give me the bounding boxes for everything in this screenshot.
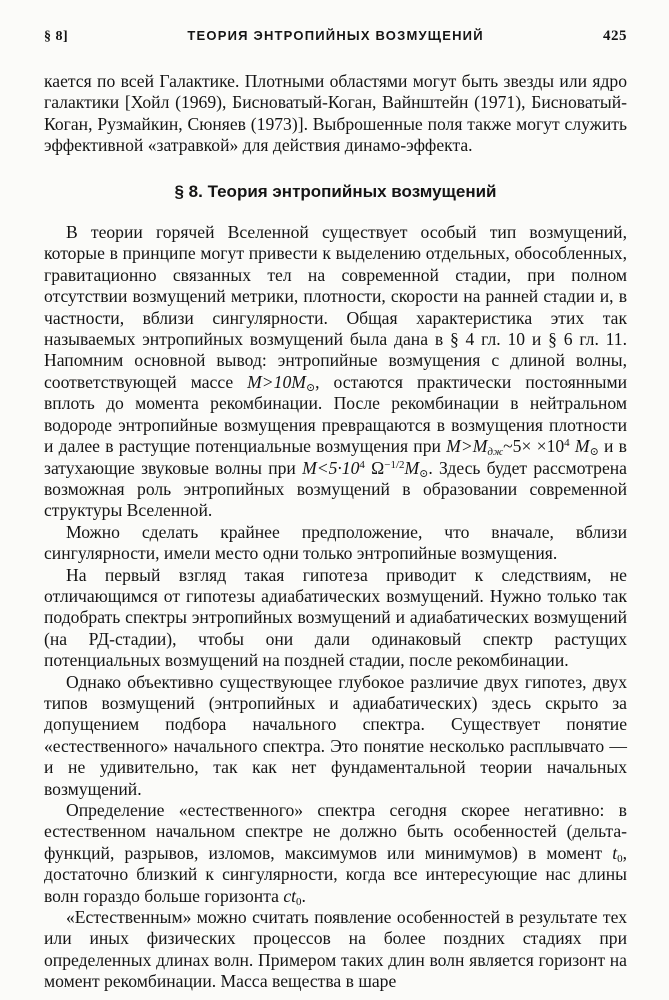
paragraph-difference: Однако объективно существующее глубокое различие двух гипотез, двух типов возмущений (энтропийных и адиабатических) здесь скрыто за допущением подбора начального спектра. Существует понятие «естественного» начального спектра. Это понятие несколько расплывчато — и не удивительно, так как нет фундаментальной теории начальных возмущений. — [44, 671, 627, 799]
formula-mass-1: $M>10M_⊙$ — [247, 371, 316, 394]
paragraph-continued: кается по всей Галактике. Плотными областями могут быть звезды или ядро галактики [Хойл (1969), Бисноватый-Коган, Вайнштейн (1971), Бисноватый-Коган, Рузмайкин, Сюняев (1973)]. Выброшенные поля также могут служить эффективной «затравкой» для действия динамо-эффекта. — [44, 71, 627, 156]
formula-jeans-mass: $M>M_{дж}\sim 5\times \times 10^4$ $M_⊙$ — [446, 436, 599, 459]
page-number: 425 — [602, 28, 627, 44]
paragraph-first-look: На первый взгляд такая гипотеза приводит к следствиям, не отличающимся от гипотезы адиабатических возмущений. Нужно только так подобрать спектры энтропийных возмущений и адиабатических возмущений (на РД-стадии), чтобы они дали одинаковый спектр растущих потенциальных возмущений на поздней стадии, после рекомбинации. — [44, 564, 627, 671]
running-head — [44, 28, 627, 45]
formula-t0: $t_0$ — [612, 842, 623, 865]
paragraph-natural-spectrum: Определение «естественного» спектра сегодня скорее негативно: в естественном начальном спектре не должно быть особенностей (дельта-функций, разрывов, изломов, максимумов или минимумов) в момент $t_0$, достаточно близкий к сингулярности, когда все интересующие нас длины волн гораздо больше горизонта $ct_0$. — [44, 800, 627, 908]
formula-sound-wave-mass: $M<5\cdot 10^4$ $\Omega^{-1/2}M_⊙$ — [302, 457, 429, 480]
paragraph-features: «Естественным» можно считать появление особенностей в результате тех или иных физических процессов на более поздних стадиях при определенных длинах волн. Примером таких длин волн является горизонт на момент рекомбинации. Масса вещества в шаре — [44, 907, 627, 992]
section-ref: § 8] — [44, 29, 69, 44]
section-heading: § 8. Теория энтропийных возмущений — [174, 181, 497, 201]
running-title: ТЕОРИЯ ЭНТРОПИЙНЫХ ВОЗМУЩЕНИЙ — [187, 28, 484, 43]
paragraph-intro: В теории горячей Вселенной существует особый тип возмущений, которые в принципе могут привести к выделению отдельных, обособленных, гравитационно связанных тел на современной стадии, при полном отсутствии возмущений метрики, плотности, скорости на ранней стадии и, в частности, вблизи сингулярности. Общая характеристика этих так называемых энтропийных возмущений была дана в § 4 гл. 10 и § 6 гл. 11. Напомним основной вывод: энтропийные возмущения с длиной волны, соответствующей массе $M>10M_⊙$, остаются практически постоянными вплоть до момента рекомбинации. После рекомбинации в нейтральном водороде энтропийные возмущения превращаются в возмущения плотности и далее в растущие потенциальные возмущения при $M>M_{дж}\sim 5\times \times 10^4$ $M_⊙$ и в затухающие звуковые волны при $M<5\cdot 10^4$ $\Omega^{-1/2}M_⊙$. Здесь будет рассмотрена возможная роль энтропийных возмущений в образовании современной структуры Вселенной. — [44, 222, 628, 521]
formula-ct0: $ct_0$ — [283, 885, 302, 908]
paragraph-assumption: Можно сделать крайнее предположение, что вначале, вблизи сингулярности, имели место одни только энтропийные возмущения. — [44, 521, 627, 564]
body-text — [44, 71, 627, 993]
